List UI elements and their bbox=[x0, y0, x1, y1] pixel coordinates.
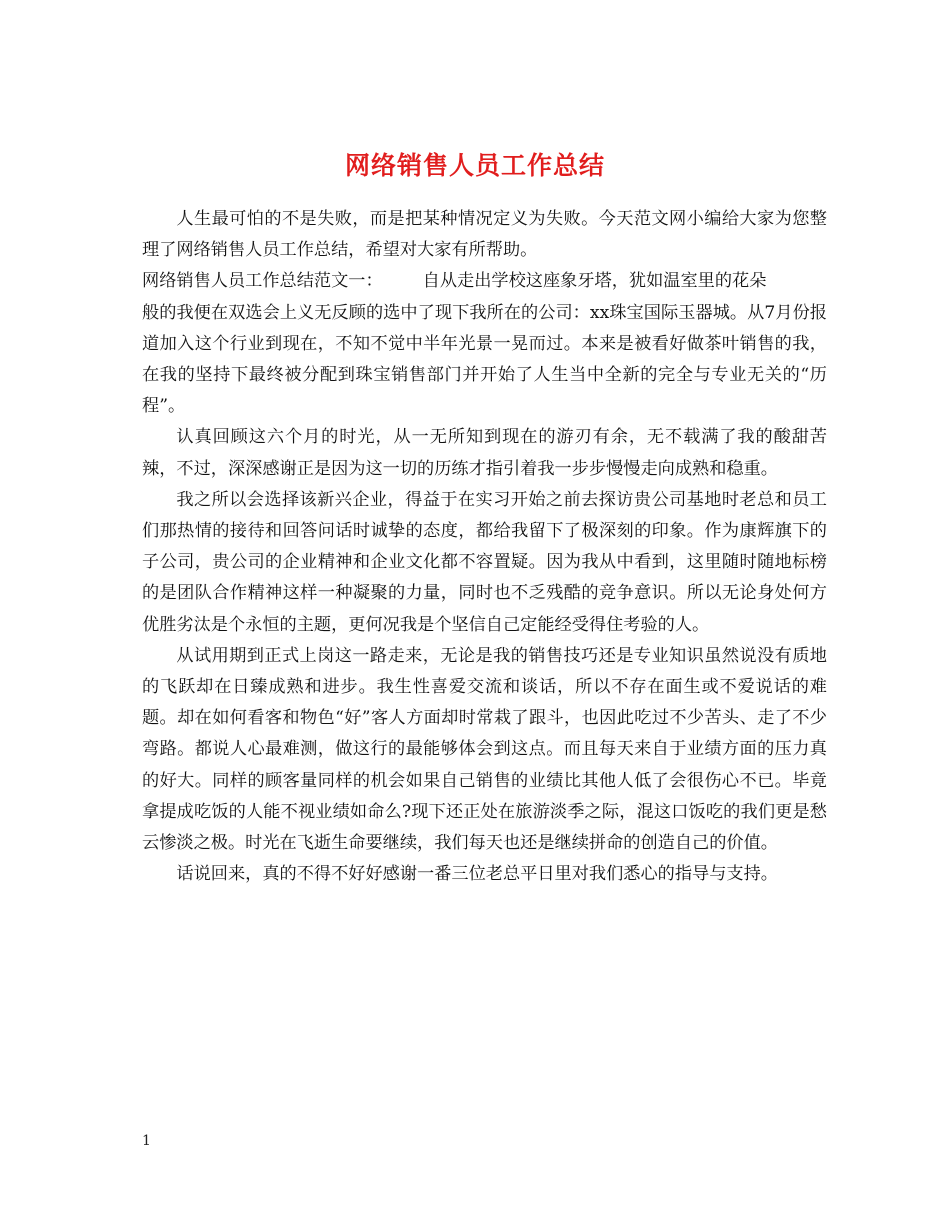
sample-first-line: 自从走出学校这座象牙塔，犹如温室里的花朵 bbox=[422, 271, 767, 292]
sample-heading-line bbox=[142, 266, 827, 297]
sample-label: 网络销售人员工作总结范文一： bbox=[142, 271, 383, 292]
paragraph-review: 认真回顾这六个月的时光，从一无所知到现在的游刃有余，无不载满了我的酸甜苦辣，不过，深深感谢正是因为这一切的历练才指引着我一步步慢慢走向成熟和稳重。 bbox=[142, 427, 827, 479]
paragraph-thanks: 话说回来，真的不得不好好感谢一番三位老总平日里对我们悉心的指导与支持。 bbox=[176, 864, 778, 885]
document-title: 网络销售人员工作总结 bbox=[344, 150, 605, 180]
page-number: 1 bbox=[142, 1133, 151, 1149]
paragraph-company: 般的我便在双选会上义无反顾的选中了现下我所在的公司：xx珠宝国际玉器城。从7月份报道加入这个行业到现在，不知不觉中半年光景一晃而过。本来是被看好做茶叶销售的我，在我的坚持下最终被分配到珠宝销售部门并开始了人生当中全新的完全与专业无关的“历程”。 bbox=[142, 302, 827, 417]
document-body bbox=[142, 204, 827, 890]
paragraph-intro: 人生最可怕的不是失败，而是把某种情况定义为失败。今天范文网小编给大家为您整理了网络销售人员工作总结，希望对大家有所帮助。 bbox=[142, 209, 827, 261]
paragraph-choice: 我之所以会选择该新兴企业，得益于在实习开始之前去探访贵公司基地时老总和员工们那热情的接待和回答问话时诚挚的态度，都给我留下了极深刻的印象。作为康辉旗下的子公司，贵公司的企业精神和企业文化都不容置疑。因为我从中看到，这里随时随地标榜的是团队合作精神这样一种凝聚的力量，同时也不乏残酷的竞争意识。所以无论身处何方优胜劣汰是个永恒的主题，更何况我是个坚信自己定能经受得住考验的人。 bbox=[142, 489, 827, 635]
paragraph-experience: 从试用期到正式上岗这一路走来，无论是我的销售技巧还是专业知识虽然说没有质地的飞跃却在日臻成熟和进步。我生性喜爱交流和谈话，所以不存在面生或不爱说话的难题。却在如何看客和物色“好”客人方面却时常栽了跟斗，也因此吃过不少苦头、走了不少弯路。都说人心最难测，做这行的最能够体会到这点。而且每天来自于业绩方面的压力真的好大。同样的顾客量同样的机会如果自己销售的业绩比其他人低了会很伤心不已。毕竟拿提成吃饭的人能不视业绩如命么?现下还正处在旅游淡季之际，混这口饭吃的我们更是愁云惨淡之极。时光在飞逝生命要继续，我们每天也还是继续拼命的创造自己的价值。 bbox=[142, 645, 827, 854]
